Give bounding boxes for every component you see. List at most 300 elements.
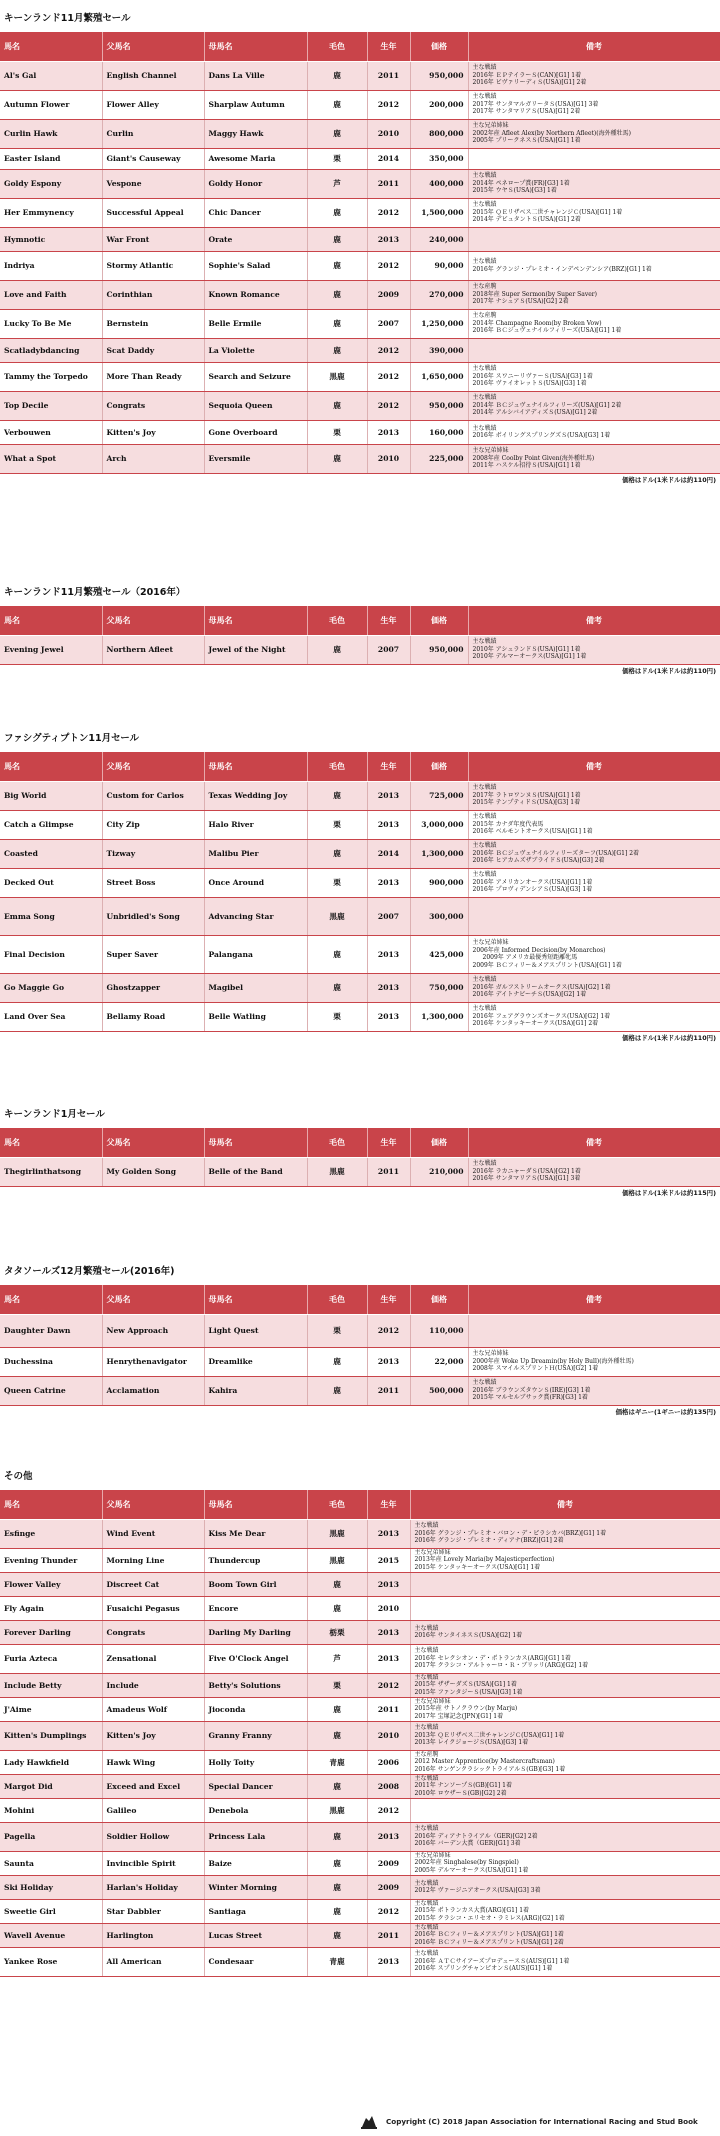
note-line: 主な戦績 [414, 1923, 439, 1931]
coat-color-cell: 鹿 [307, 61, 367, 90]
notes-cell [468, 935, 720, 973]
coat-color-cell: 鹿 [307, 781, 367, 810]
horse-name-cell: Evening Thunder [0, 1548, 102, 1572]
note-line: 主な戦績 [414, 1825, 439, 1833]
note-line: 2016年 ＢＣジュヴェナイルフィリーズ(USA)[G1] 1着 [472, 327, 622, 335]
note-line: 2016年 ヴァイオレットＳ(USA)[G3] 1着 [472, 380, 587, 388]
header-dam: 母馬名 [204, 1490, 307, 1519]
horse-name-cell: Emma Song [0, 897, 102, 935]
birth-year-cell: 2010 [367, 1596, 410, 1620]
sire-name-cell: Harlan's Holiday [102, 1875, 204, 1899]
birth-year-cell: 2012 [367, 1899, 410, 1923]
horse-name-cell: Evening Jewel [0, 635, 102, 664]
notes-cell [410, 1697, 720, 1721]
birth-year-cell: 2015 [367, 1548, 410, 1572]
footer [360, 2112, 720, 2132]
birth-year-cell: 2013 [367, 420, 410, 444]
header-horse: 馬名 [0, 1285, 102, 1314]
price-currency-note: 価格はドル(1米ドルは約110円) [622, 476, 716, 484]
table-row [0, 148, 720, 169]
sire-name-cell: Tizway [102, 839, 204, 868]
sire-name-cell: Acclamation [102, 1376, 204, 1405]
note-line: 2010年 デルマーオークス(USA)[G1] 1着 [472, 653, 587, 661]
horse-name-cell: J'Aime [0, 1697, 102, 1721]
note-line: 主な戦績 [414, 1879, 439, 1887]
sire-name-cell: Congrats [102, 391, 204, 420]
dam-name-cell: Princess Lala [204, 1822, 307, 1851]
notes-cell [410, 1721, 720, 1750]
sales-table [0, 606, 720, 665]
dam-name-cell: Texas Wedding Joy [204, 781, 307, 810]
coat-color-cell: 鹿 [307, 1774, 367, 1798]
notes-cell [410, 1798, 720, 1822]
price-cell: 110,000 [410, 1314, 468, 1347]
note-line: 主な兄弟姉妹 [472, 122, 509, 130]
horse-name-cell: Curlin Hawk [0, 119, 102, 148]
birth-year-cell: 2010 [367, 119, 410, 148]
dam-name-cell: Maggy Hawk [204, 119, 307, 148]
coat-color-cell: 黒鹿 [307, 897, 367, 935]
note-line: 主な戦績 [414, 1899, 439, 1907]
table-row [0, 1899, 720, 1923]
notes-cell [410, 1548, 720, 1572]
notes-cell [410, 1947, 720, 1976]
price-currency-note: 価格はギニー(1ギニーは約135円) [615, 1408, 716, 1416]
sire-name-cell: Kitten's Joy [102, 420, 204, 444]
price-cell: 240,000 [410, 227, 468, 251]
dam-name-cell: Light Quest [204, 1314, 307, 1347]
note-line: 主な戦績 [414, 1673, 439, 1681]
note-line: 2009年 ＢＣフィリー＆メアスプリント(USA)[G1] 1着 [472, 961, 622, 969]
note-line: 2016年 グランジ・プレミオ・インデペンデンシア(BRZ)[G1] 1着 [472, 265, 652, 273]
price-cell: 1,300,000 [410, 839, 468, 868]
horse-name-cell: Her Emmynency [0, 198, 102, 227]
birth-year-cell: 2010 [367, 444, 410, 473]
dam-name-cell: Sophie's Salad [204, 251, 307, 280]
note-line: 2015年 ＱＥリザベス二世チャレンジＣ(USA)[G1] 1着 [472, 208, 623, 216]
sire-name-cell: Curlin [102, 119, 204, 148]
notes-cell [468, 251, 720, 280]
birth-year-cell: 2012 [367, 251, 410, 280]
header-year: 生年 [367, 1285, 410, 1314]
coat-color-cell: 芦 [307, 1644, 367, 1673]
notes-cell [468, 635, 720, 664]
notes-cell [468, 148, 720, 169]
coat-color-cell: 鹿 [307, 90, 367, 119]
header-price: 価格 [410, 752, 468, 781]
notes-cell [468, 391, 720, 420]
header-notes: 備考 [468, 606, 720, 635]
header-sire: 父馬名 [102, 1285, 204, 1314]
table-row [0, 1750, 720, 1774]
table-row [0, 198, 720, 227]
dam-name-cell: Condesaar [204, 1947, 307, 1976]
sales-table [0, 32, 720, 474]
note-line: 主な戦績 [472, 976, 497, 984]
price-cell: 160,000 [410, 420, 468, 444]
sire-name-cell: Bellamy Road [102, 1002, 204, 1031]
horse-name-cell: Daughter Dawn [0, 1314, 102, 1347]
dam-name-cell: Jewel of the Night [204, 635, 307, 664]
coat-color-cell: 鹿 [307, 391, 367, 420]
note-line: 2015年産 サトノクラウン(by Marju) [414, 1705, 518, 1713]
dam-name-cell: Eversmile [204, 444, 307, 473]
sire-name-cell: Galileo [102, 1798, 204, 1822]
coat-color-cell: 栗 [307, 1002, 367, 1031]
horse-name-cell: Flower Valley [0, 1572, 102, 1596]
sire-name-cell: Henrythenavigator [102, 1347, 204, 1376]
dam-name-cell: Kahira [204, 1376, 307, 1405]
header-color: 毛色 [307, 1285, 367, 1314]
sire-name-cell: Exceed and Excel [102, 1774, 204, 1798]
coat-color-cell: 鹿 [307, 1376, 367, 1405]
note-line: 2014年 アルシバイアディズＳ(USA)[G1] 2着 [472, 409, 598, 417]
horse-name-cell: Esfinge [0, 1519, 102, 1548]
notes-cell [410, 1596, 720, 1620]
coat-color-cell: 青鹿 [307, 1750, 367, 1774]
note-line: 2014年 Champagne Room(by Broken Vow) [472, 319, 602, 327]
notes-cell [468, 119, 720, 148]
note-line: 2017年 ラトロワンヌＳ(USA)[G1] 1着 [472, 791, 581, 799]
birth-year-cell: 2011 [367, 1376, 410, 1405]
sire-name-cell: War Front [102, 227, 204, 251]
sire-name-cell: Unbridled's Song [102, 897, 204, 935]
header-dam: 母馬名 [204, 32, 307, 61]
birth-year-cell: 2007 [367, 635, 410, 664]
birth-year-cell: 2013 [367, 1347, 410, 1376]
sire-name-cell: My Golden Song [102, 1157, 204, 1186]
table-row [0, 1002, 720, 1031]
birth-year-cell: 2011 [367, 169, 410, 198]
header-dam: 母馬名 [204, 606, 307, 635]
coat-color-cell: 鹿 [307, 1923, 367, 1947]
coat-color-cell: 鹿 [307, 973, 367, 1002]
birth-year-cell: 2007 [367, 897, 410, 935]
table-row [0, 338, 720, 362]
note-line: 2016年 ＢＣフィリー＆メアスプリント(USA)[G1] 2着 [414, 1938, 564, 1946]
coat-color-cell: 鹿 [307, 1347, 367, 1376]
note-line: 2016年 ブラウンズタウンＳ(IRE)[G3] 1着 [472, 1386, 591, 1394]
note-line: 2012 Master Apprentice(by Mastercraftsman) [414, 1758, 555, 1766]
dam-name-cell: Gone Overboard [204, 420, 307, 444]
note-line: 主な産駒 [472, 283, 497, 291]
horse-name-cell: Lady Hawkfield [0, 1750, 102, 1774]
note-line: 2016年 ガルフストリームオークス(USA)[G2] 1着 [472, 983, 611, 991]
notes-cell [410, 1822, 720, 1851]
sire-name-cell: Custom for Carlos [102, 781, 204, 810]
horse-name-cell: Wavell Avenue [0, 1923, 102, 1947]
birth-year-cell: 2012 [367, 391, 410, 420]
horse-name-cell: Kitten's Dumplings [0, 1721, 102, 1750]
horse-name-cell: Queen Catrine [0, 1376, 102, 1405]
birth-year-cell: 2012 [367, 338, 410, 362]
dam-name-cell: Sharplaw Autumn [204, 90, 307, 119]
note-line: 主な戦績 [472, 842, 497, 850]
coat-color-cell: 鹿 [307, 338, 367, 362]
coat-color-cell: 青鹿 [307, 1947, 367, 1976]
notes-cell [410, 1899, 720, 1923]
note-line: 2016年 ＥＰテイラーＳ(CAN)[G1] 1着 [472, 71, 582, 79]
note-line: 2016年 ビヴァリーディＳ(USA)[G1] 2着 [472, 79, 587, 87]
sire-name-cell: All American [102, 1947, 204, 1976]
table-row [0, 1774, 720, 1798]
dam-name-cell: Goldy Honor [204, 169, 307, 198]
coat-color-cell: 黒鹿 [307, 1519, 367, 1548]
birth-year-cell: 2013 [367, 1644, 410, 1673]
header-year: 生年 [367, 606, 410, 635]
note-line: 主な戦績 [472, 638, 497, 646]
sire-name-cell: Wind Event [102, 1519, 204, 1548]
table-row [0, 444, 720, 473]
coat-color-cell: 栃栗 [307, 1620, 367, 1644]
note-line: 2017年 宝塚記念(JPN)[G1] 1着 [414, 1712, 504, 1720]
note-line: 主な戦績 [472, 258, 497, 265]
notes-cell [468, 227, 720, 251]
dam-name-cell: Magibel [204, 973, 307, 1002]
note-line: 2013年 ＱＥリザベス二世チャレンジＣ(USA)[G1] 1着 [414, 1731, 565, 1739]
coat-color-cell: 鹿 [307, 1822, 367, 1851]
birth-year-cell: 2014 [367, 148, 410, 169]
note-line: 2018年産 Super Sermon(by Super Saver) [472, 290, 597, 298]
header-dam: 母馬名 [204, 1128, 307, 1157]
note-line: 主な戦績 [472, 1005, 497, 1013]
table-row [0, 973, 720, 1002]
dam-name-cell: Belle Ermile [204, 309, 307, 338]
note-line: 2011年 ハスケル招待Ｓ(USA)[G1] 1着 [472, 462, 581, 470]
table-row [0, 1923, 720, 1947]
header-horse: 馬名 [0, 32, 102, 61]
price-cell: 950,000 [410, 635, 468, 664]
horse-name-cell: Verbouwen [0, 420, 102, 444]
sire-name-cell: New Approach [102, 1314, 204, 1347]
note-line: 2014年 デビュタントＳ(USA)[G1] 2着 [472, 216, 581, 224]
dam-name-cell: Halo River [204, 810, 307, 839]
sire-name-cell: Super Saver [102, 935, 204, 973]
table-row [0, 309, 720, 338]
table-header-row [0, 1490, 720, 1519]
note-line: 2016年 ボイリングスプリングズＳ(USA)[G3] 1着 [472, 432, 611, 439]
note-line: 2008年産 Coolby Point Given(海外種牡馬) [472, 454, 595, 462]
note-line: 2010年 ロウザーＳ(GB)[G2] 2着 [414, 1789, 507, 1797]
note-line: 主な兄弟姉妹 [414, 1548, 451, 1556]
table-header-row [0, 1128, 720, 1157]
coat-color-cell: 鹿 [307, 198, 367, 227]
notes-cell [410, 1923, 720, 1947]
sire-name-cell: Soldier Hollow [102, 1822, 204, 1851]
note-line: 2016年 グランジ・プレミオ・ディアナ(BRZ)[G1] 2着 [414, 1537, 564, 1545]
coat-color-cell: 鹿 [307, 444, 367, 473]
birth-year-cell: 2009 [367, 1875, 410, 1899]
notes-cell [410, 1620, 720, 1644]
dam-name-cell: Known Romance [204, 280, 307, 309]
note-line: 2010年 アシュランドＳ(USA)[G1] 1着 [472, 645, 581, 653]
notes-cell [468, 897, 720, 935]
note-line: 主な戦績 [472, 813, 497, 821]
header-color: 毛色 [307, 606, 367, 635]
note-line: 主な兄弟姉妹 [414, 1697, 451, 1705]
birth-year-cell: 2009 [367, 280, 410, 309]
note-line: 2015年 マルセルブサック賞(FR)[G3] 1着 [472, 1394, 588, 1402]
header-notes: 備考 [468, 1285, 720, 1314]
notes-cell [468, 169, 720, 198]
note-line: 主な戦績 [414, 1724, 439, 1732]
header-year: 生年 [367, 1128, 410, 1157]
price-cell: 1,300,000 [410, 1002, 468, 1031]
header-price: 価格 [410, 1128, 468, 1157]
table-row [0, 1644, 720, 1673]
price-cell: 950,000 [410, 391, 468, 420]
birth-year-cell: 2008 [367, 1774, 410, 1798]
note-line: 2008年 スマイルスプリントＨ(USA)[G2] 1着 [472, 1365, 599, 1373]
horse-name-cell: What a Spot [0, 444, 102, 473]
header-sire: 父馬名 [102, 606, 204, 635]
header-dam: 母馬名 [204, 752, 307, 781]
table-row [0, 635, 720, 664]
note-line: 2006年産 Informed Decision(by Monarchos) [472, 946, 606, 954]
dam-name-cell: Palangana [204, 935, 307, 973]
notes-cell [468, 444, 720, 473]
coat-color-cell: 鹿 [307, 309, 367, 338]
note-line: 主な戦績 [472, 871, 497, 879]
sire-name-cell: Zensational [102, 1644, 204, 1673]
note-line: 2015年 ウヤＳ(USA)[G3] 1着 [472, 187, 557, 195]
table-row [0, 897, 720, 935]
dam-name-cell: Once Around [204, 868, 307, 897]
horse-name-cell: Margot Did [0, 1774, 102, 1798]
price-cell: 300,000 [410, 897, 468, 935]
notes-cell [468, 362, 720, 391]
table-row [0, 1673, 720, 1697]
sire-name-cell: Congrats [102, 1620, 204, 1644]
dam-name-cell: Belle Watling [204, 1002, 307, 1031]
header-sire: 父馬名 [102, 1490, 204, 1519]
horse-name-cell: Coasted [0, 839, 102, 868]
dam-name-cell: Advancing Star [204, 897, 307, 935]
coat-color-cell: 黒鹿 [307, 1798, 367, 1822]
dam-name-cell: Denebola [204, 1798, 307, 1822]
note-line: 2013年 レイクジョージＳ(USA)[G3] 1着 [414, 1739, 529, 1747]
horse-name-cell: Go Maggie Go [0, 973, 102, 1002]
table-row [0, 1947, 720, 1976]
header-price: 価格 [410, 1285, 468, 1314]
dam-name-cell: Winter Morning [204, 1875, 307, 1899]
note-line: 2014年 ＢＣジュヴェナイルフィリーズ(USA)[G1] 2着 [472, 401, 622, 409]
dam-name-cell: Belle of the Band [204, 1157, 307, 1186]
notes-cell [468, 338, 720, 362]
header-price: 価格 [410, 606, 468, 635]
note-line: 主な戦績 [472, 1379, 497, 1387]
note-line: 2015年 ファンタジーＳ(USA)[G3] 1着 [414, 1688, 523, 1696]
note-line: 主な戦績 [472, 1160, 497, 1168]
table-row [0, 1519, 720, 1548]
notes-cell [410, 1644, 720, 1673]
birth-year-cell: 2014 [367, 839, 410, 868]
header-horse: 馬名 [0, 1128, 102, 1157]
section-title: キーンランド11月繁殖セール（2016年） [4, 587, 186, 598]
price-currency-note: 価格はドル(1米ドルは約110円) [622, 1034, 716, 1042]
notes-cell [468, 1157, 720, 1186]
note-line: 2015年 ケンタッキーオークス(USA)[G1] 1着 [414, 1563, 541, 1571]
note-line: 主な戦績 [472, 365, 497, 373]
dam-name-cell: Awesome Maria [204, 148, 307, 169]
dam-name-cell: Boom Town Girl [204, 1572, 307, 1596]
note-line: 2015年 カナダ年度代表馬 [472, 820, 544, 828]
table-row [0, 362, 720, 391]
horse-name-cell: Thegirlinthatsong [0, 1157, 102, 1186]
sire-name-cell: City Zip [102, 810, 204, 839]
birth-year-cell: 2011 [367, 1923, 410, 1947]
price-currency-note: 価格はドル(1米ドルは約115円) [622, 1189, 716, 1197]
dam-name-cell: Malibu Pier [204, 839, 307, 868]
sire-name-cell: Fusaichi Pegasus [102, 1596, 204, 1620]
notes-cell [468, 198, 720, 227]
dam-name-cell: Search and Seizure [204, 362, 307, 391]
note-line: 2005年 プリークネスＳ(USA)[G1] 1着 [472, 137, 581, 145]
horse-name-cell: Land Over Sea [0, 1002, 102, 1031]
birth-year-cell: 2013 [367, 781, 410, 810]
price-cell: 950,000 [410, 61, 468, 90]
table-row [0, 169, 720, 198]
note-line: 2016年 ＢＣジュヴェナイルフィリーズターフ(USA)[G1] 2着 [472, 849, 640, 857]
table-row [0, 1822, 720, 1851]
notes-cell [410, 1750, 720, 1774]
table-row [0, 1721, 720, 1750]
table-row [0, 1572, 720, 1596]
horse-name-cell: Goldy Espony [0, 169, 102, 198]
note-line: 2016年 ヒアカムズザブライドＳ(USA)[G3] 2着 [472, 857, 605, 865]
notes-cell [468, 1314, 720, 1347]
table-row [0, 1798, 720, 1822]
header-notes: 備考 [468, 32, 720, 61]
table-row [0, 119, 720, 148]
copyright-text: Copyright (C) 2018 Japan Association for International Racing and Stud Book [386, 2117, 698, 2126]
horse-name-cell: Indriya [0, 251, 102, 280]
coat-color-cell: 鹿 [307, 227, 367, 251]
birth-year-cell: 2013 [367, 1822, 410, 1851]
note-line: 主な産駒 [414, 1750, 439, 1758]
note-line: 主な兄弟姉妹 [414, 1851, 451, 1859]
dam-name-cell: Kiss Me Dear [204, 1519, 307, 1548]
horse-name-cell: Duchessina [0, 1347, 102, 1376]
section-title: タタソールズ12月繁殖セール(2016年) [4, 1266, 175, 1277]
birth-year-cell: 2011 [367, 1157, 410, 1186]
price-cell: 750,000 [410, 973, 468, 1002]
note-line: 2009年 アメリカ最優秀短距離牝馬 [482, 954, 578, 961]
sire-name-cell: Harlington [102, 1923, 204, 1947]
dam-name-cell: Thundercup [204, 1548, 307, 1572]
note-line: 2000年産 Woke Up Dreamin(by Holy Bull)(海外種牡馬) [472, 1357, 634, 1365]
sire-name-cell: Include [102, 1673, 204, 1697]
sire-name-cell: Flower Alley [102, 90, 204, 119]
horse-name-cell: Hymnotic [0, 227, 102, 251]
notes-cell [468, 90, 720, 119]
dam-name-cell: Betty's Solutions [204, 1673, 307, 1697]
table-row [0, 1620, 720, 1644]
horse-name-cell: Sweetie Girl [0, 1899, 102, 1923]
sire-name-cell: Discreet Cat [102, 1572, 204, 1596]
coat-color-cell: 鹿 [307, 1875, 367, 1899]
table-row [0, 781, 720, 810]
dam-name-cell: Special Dancer [204, 1774, 307, 1798]
coat-color-cell: 栗 [307, 420, 367, 444]
note-line: 2016年 ケンタッキーオークス(USA)[G1] 2着 [472, 1020, 599, 1028]
horse-name-cell: Easter Island [0, 148, 102, 169]
table-row [0, 1851, 720, 1875]
price-cell: 3,000,000 [410, 810, 468, 839]
birth-year-cell: 2012 [367, 90, 410, 119]
note-line: 主な戦績 [414, 1774, 439, 1782]
table-row [0, 1548, 720, 1572]
